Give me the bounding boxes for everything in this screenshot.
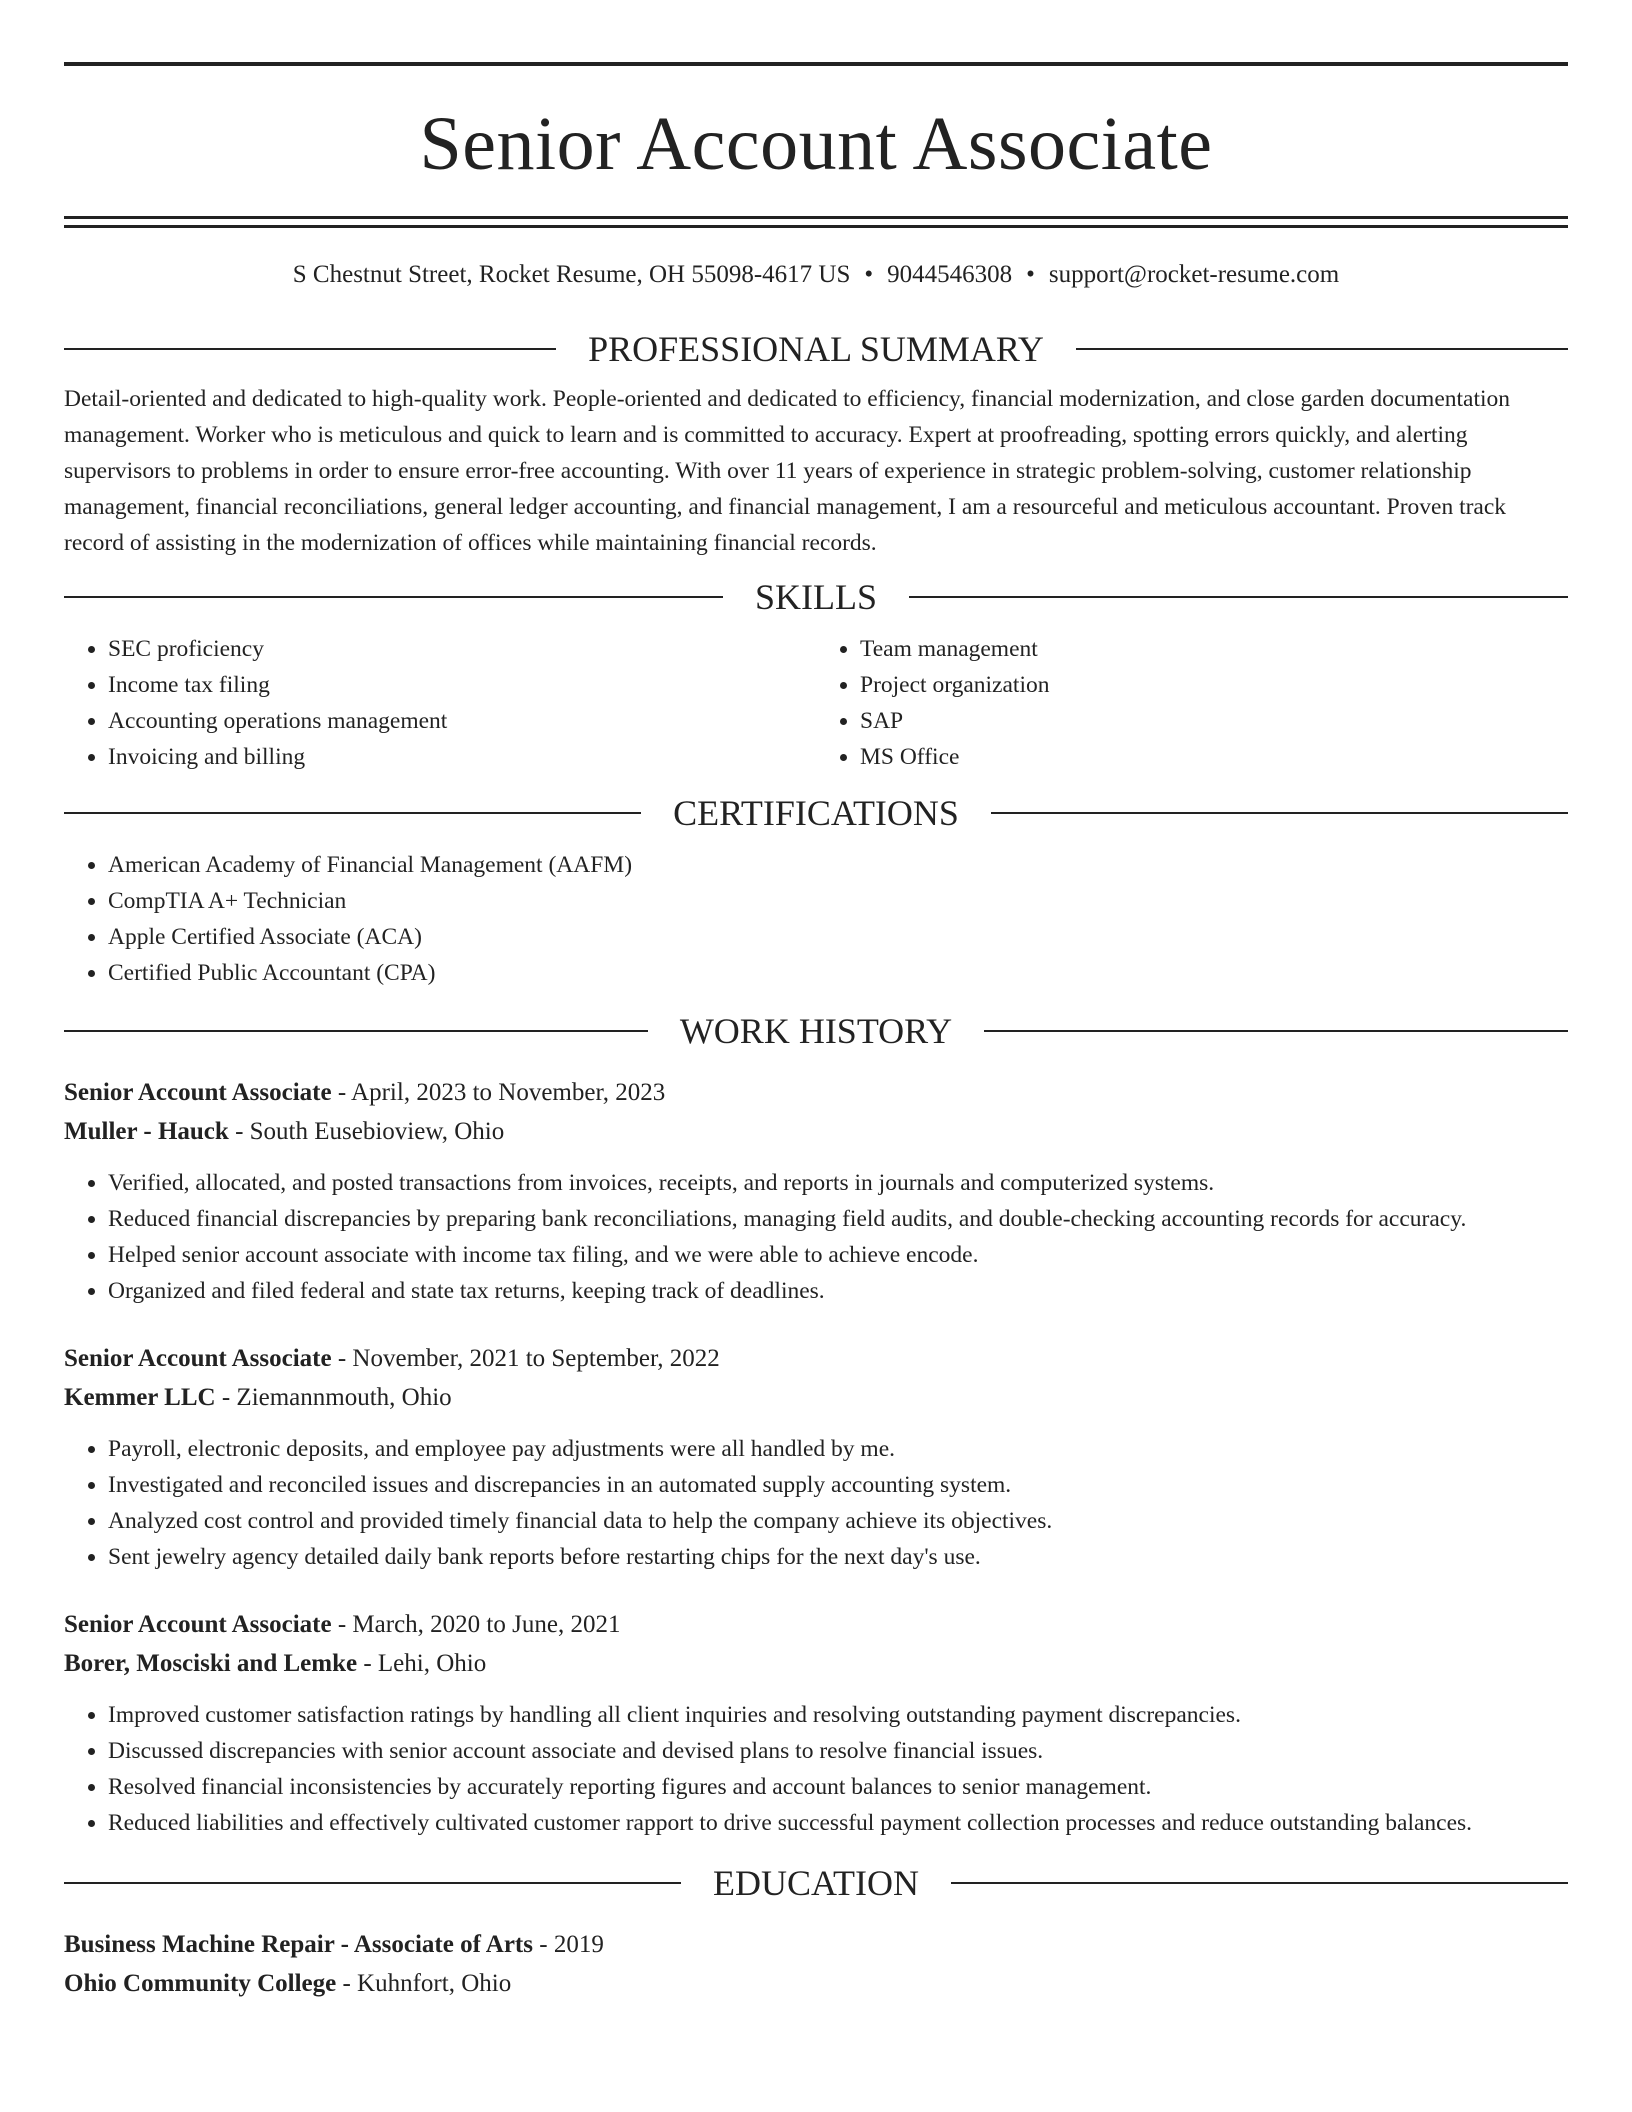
- contact-phone: 9044546308: [887, 261, 1013, 288]
- certification-item: • Certified Public Accountant (CPA): [108, 955, 1568, 991]
- contact-line: [64, 262, 1568, 287]
- job-entry: [64, 1073, 1568, 1309]
- education-school: Ohio Community College: [64, 1970, 337, 1997]
- skill-item: • Project organization: [860, 667, 1568, 703]
- heading-rule: [64, 1882, 681, 1884]
- job-location: South Eusebioview, Ohio: [249, 1118, 505, 1145]
- section-heading-summary: [64, 331, 1568, 367]
- job-bullets: [64, 1165, 1568, 1309]
- section-title: EDUCATION: [713, 1863, 919, 1903]
- education-location: Kuhnfort, Ohio: [357, 1970, 512, 1997]
- contact-address: S Chestnut Street, Rocket Resume, OH 55098-4617 US: [292, 261, 851, 288]
- summary-text: Detail-oriented and dedicated to high-quality work. People-oriented and dedicated to efficiency, financial modernization, and close garden documentation management. Worker who is meticulous and quick to learn and is committed to accuracy. Expert at proofreading, spotting errors quickly, and alerting supervisors to problems in order to ensure error-free accounting. With over 11 years of experience in strategic problem-solving, customer relationship management, financial reconciliations, general ledger accounting, and financial management, I am a resourceful and meticulous accountant. Proven track record of assisting in the modernization of offices while maintaining financial records.: [64, 386, 1511, 556]
- job-company-line: Borer, Mosciski and Lemke - Lehi, Ohio: [64, 1650, 487, 1677]
- job-company: Muller - Hauck: [64, 1118, 229, 1145]
- job-bullet: • Investigated and reconciled issues and discrepancies in an automated supply accounting system.: [108, 1467, 1568, 1503]
- section-title: PROFESSIONAL SUMMARY: [588, 329, 1044, 369]
- heading-rule: [991, 812, 1568, 814]
- job-title-line: Senior Account Associate - November, 2021 to September, 2022: [64, 1345, 720, 1372]
- heading-rule: [64, 812, 641, 814]
- heading-rule: [64, 348, 556, 350]
- heading-rule: [909, 596, 1568, 598]
- heading-rule: [984, 1030, 1568, 1032]
- job-company: Borer, Mosciski and Lemke: [64, 1650, 358, 1677]
- resume-title: Senior Account Associate: [419, 102, 1213, 186]
- contact-email: support@rocket-resume.com: [1048, 261, 1340, 288]
- job-bullet: • Payroll, electronic deposits, and employee pay adjustments were all handled by me.: [108, 1431, 1568, 1467]
- job-bullets: [64, 1697, 1568, 1841]
- job-bullet: • Analyzed cost control and provided timely financial data to help the company achieve its objectives.: [108, 1503, 1568, 1539]
- certification-item: • CompTIA A+ Technician: [108, 883, 1568, 919]
- skills-list-right: [816, 631, 1568, 775]
- job-bullet: • Verified, allocated, and posted transactions from invoices, receipts, and reports in journals and computerized systems.: [108, 1165, 1568, 1201]
- contact-separator: •: [1026, 261, 1035, 288]
- job-bullet: • Organized and filed federal and state tax returns, keeping track of deadlines.: [108, 1273, 1568, 1309]
- job-title: Senior Account Associate: [64, 1345, 332, 1372]
- section-heading-education: [64, 1865, 1568, 1901]
- job-company-line: Kemmer LLC - Ziemannmouth, Ohio: [64, 1384, 452, 1411]
- skill-item: • SEC proficiency: [108, 631, 816, 667]
- education-entry: [64, 1925, 1568, 2003]
- section-heading-certifications: [64, 795, 1568, 831]
- skills-grid: [64, 631, 1568, 775]
- education-year: 2019: [553, 1931, 604, 1958]
- certification-item: • American Academy of Financial Management (AAFM): [108, 847, 1568, 883]
- resume-page: [64, 0, 1568, 2003]
- job-title-line: Senior Account Associate - March, 2020 to June, 2021: [64, 1611, 621, 1638]
- education-degree: Business Machine Repair - Associate of Arts: [64, 1931, 533, 1958]
- skill-item: • Income tax filing: [108, 667, 816, 703]
- skill-item: • Invoicing and billing: [108, 739, 816, 775]
- job-dates: April, 2023 to November, 2023: [351, 1079, 666, 1106]
- certifications-list: [64, 847, 1568, 991]
- heading-rule: [951, 1882, 1568, 1884]
- job-dates: November, 2021 to September, 2022: [352, 1345, 720, 1372]
- job-location: Lehi, Ohio: [377, 1650, 487, 1677]
- skill-item: • MS Office: [860, 739, 1568, 775]
- job-bullet: • Reduced financial discrepancies by preparing bank reconciliations, managing field audits, and double-checking accounting records for accuracy.: [108, 1201, 1568, 1237]
- job-bullet: • Resolved financial inconsistencies by accurately reporting figures and account balances to senior management.: [108, 1769, 1568, 1805]
- job-dates: March, 2020 to June, 2021: [352, 1611, 621, 1638]
- heading-rule: [64, 596, 723, 598]
- skill-item: • Accounting operations management: [108, 703, 816, 739]
- job-bullet: • Sent jewelry agency detailed daily bank reports before restarting chips for the next day's use.: [108, 1539, 1568, 1575]
- skill-item: • Team management: [860, 631, 1568, 667]
- job-entry: [64, 1605, 1568, 1841]
- job-location: Ziemannmouth, Ohio: [236, 1384, 452, 1411]
- job-company: Kemmer LLC: [64, 1384, 216, 1411]
- job-title: Senior Account Associate: [64, 1079, 332, 1106]
- section-heading-skills: [64, 579, 1568, 615]
- education-school-line: Ohio Community College - Kuhnfort, Ohio: [64, 1970, 512, 1997]
- job-bullet: • Improved customer satisfaction ratings by handling all client inquiries and resolving outstanding payment discrepancies.: [108, 1697, 1568, 1733]
- heading-rule: [1076, 348, 1568, 350]
- job-title: Senior Account Associate: [64, 1611, 332, 1638]
- job-bullets: [64, 1431, 1568, 1575]
- job-bullet: • Discussed discrepancies with senior account associate and devised plans to resolve financial issues.: [108, 1733, 1568, 1769]
- heading-rule: [64, 1030, 648, 1032]
- education-degree-line: Business Machine Repair - Associate of Arts - 2019: [64, 1931, 604, 1958]
- job-bullet: • Helped senior account associate with income tax filing, and we were able to achieve encode.: [108, 1237, 1568, 1273]
- job-company-line: Muller - Hauck - South Eusebioview, Ohio: [64, 1118, 505, 1145]
- certification-item: • Apple Certified Associate (ACA): [108, 919, 1568, 955]
- skills-list-left: [64, 631, 816, 775]
- section-title: WORK HISTORY: [679, 1011, 953, 1051]
- section-heading-work: [64, 1013, 1568, 1049]
- top-rule: [64, 62, 1568, 66]
- contact-separator: •: [864, 261, 874, 288]
- section-title: SKILLS: [755, 577, 878, 617]
- job-title-line: Senior Account Associate - April, 2023 to November, 2023: [64, 1079, 666, 1106]
- skill-item: • SAP: [860, 703, 1568, 739]
- section-title: CERTIFICATIONS: [673, 793, 959, 833]
- job-bullet: • Reduced liabilities and effectively cultivated customer rapport to drive successful payment collection processes and reduce outstanding balances.: [108, 1805, 1568, 1841]
- title-double-rule: [64, 216, 1568, 228]
- job-entry: [64, 1339, 1568, 1575]
